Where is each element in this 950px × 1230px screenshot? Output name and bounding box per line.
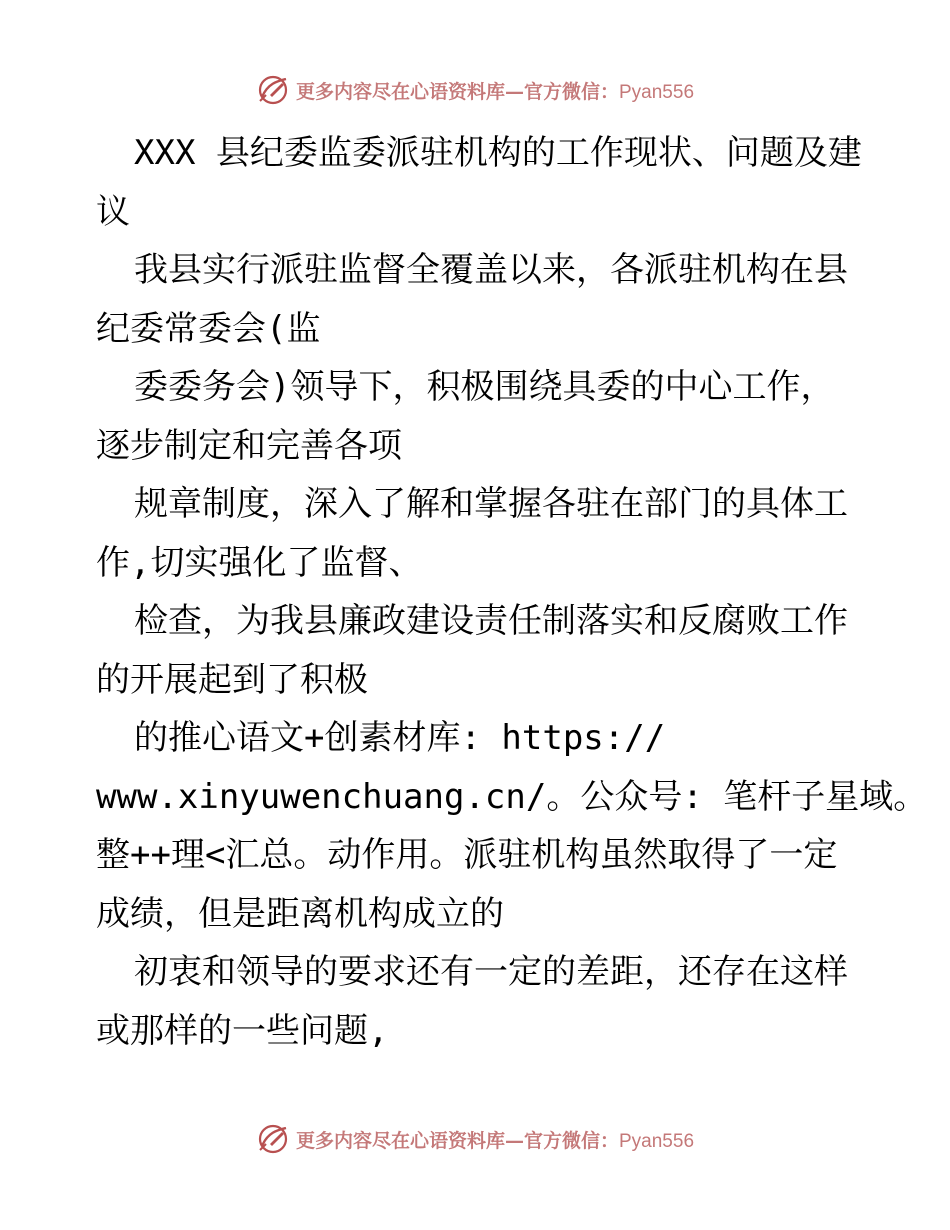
text-line: 的开展起到了积极 [96, 659, 368, 700]
text-line: 逐步制定和完善各项 [96, 425, 402, 466]
pen-logo-icon [256, 1122, 290, 1156]
text-line: 委委务会)领导下，积极围绕具委的中心工作， [134, 367, 835, 407]
text-line: 我县实行派驻监督全覆盖以来，各派驻机构在县 [134, 250, 848, 290]
pen-logo-icon [256, 73, 290, 107]
text-line: 检查，为我县廉政建设责任制落实和反腐败工作 [134, 601, 848, 641]
wechat-id: Pyan556 [619, 81, 695, 103]
wechat-id: Pyan556 [619, 1130, 695, 1152]
footer-banner [0, 1119, 950, 1159]
text-line: 作,切实强化了监督、 [96, 542, 423, 583]
text-line: 纪委常委会(监 [96, 308, 321, 349]
text-line: 规章制度，深入了解和掌握各驻在部门的具体工 [134, 484, 848, 524]
text-line: 或那样的一些问题, [96, 1010, 389, 1051]
article-body [96, 124, 928, 1060]
text-line: 议 [96, 191, 130, 232]
text-line: 初衷和领导的要求还有一定的差距，还存在这样 [134, 952, 848, 992]
text-line: 的推心语文+创素材库: https:// [134, 718, 666, 758]
header-banner [0, 70, 950, 110]
banner-text: 更多内容尽在心语资料库—官方微信：Pyan556 [295, 1129, 695, 1152]
text-line: www.xinyuwenchuang.cn/。公众号: 笔杆子星域。 [96, 776, 928, 817]
text-line: XXX 县纪委监委派驻机构的工作现状、问题及建 [134, 133, 862, 173]
banner-text: 更多内容尽在心语资料库—官方微信：Pyan556 [295, 80, 695, 103]
text-line: 整++理<汇总。动作用。派驻机构虽然取得了一定 [96, 835, 838, 875]
text-line: 成绩，但是距离机构成立的 [96, 893, 504, 934]
